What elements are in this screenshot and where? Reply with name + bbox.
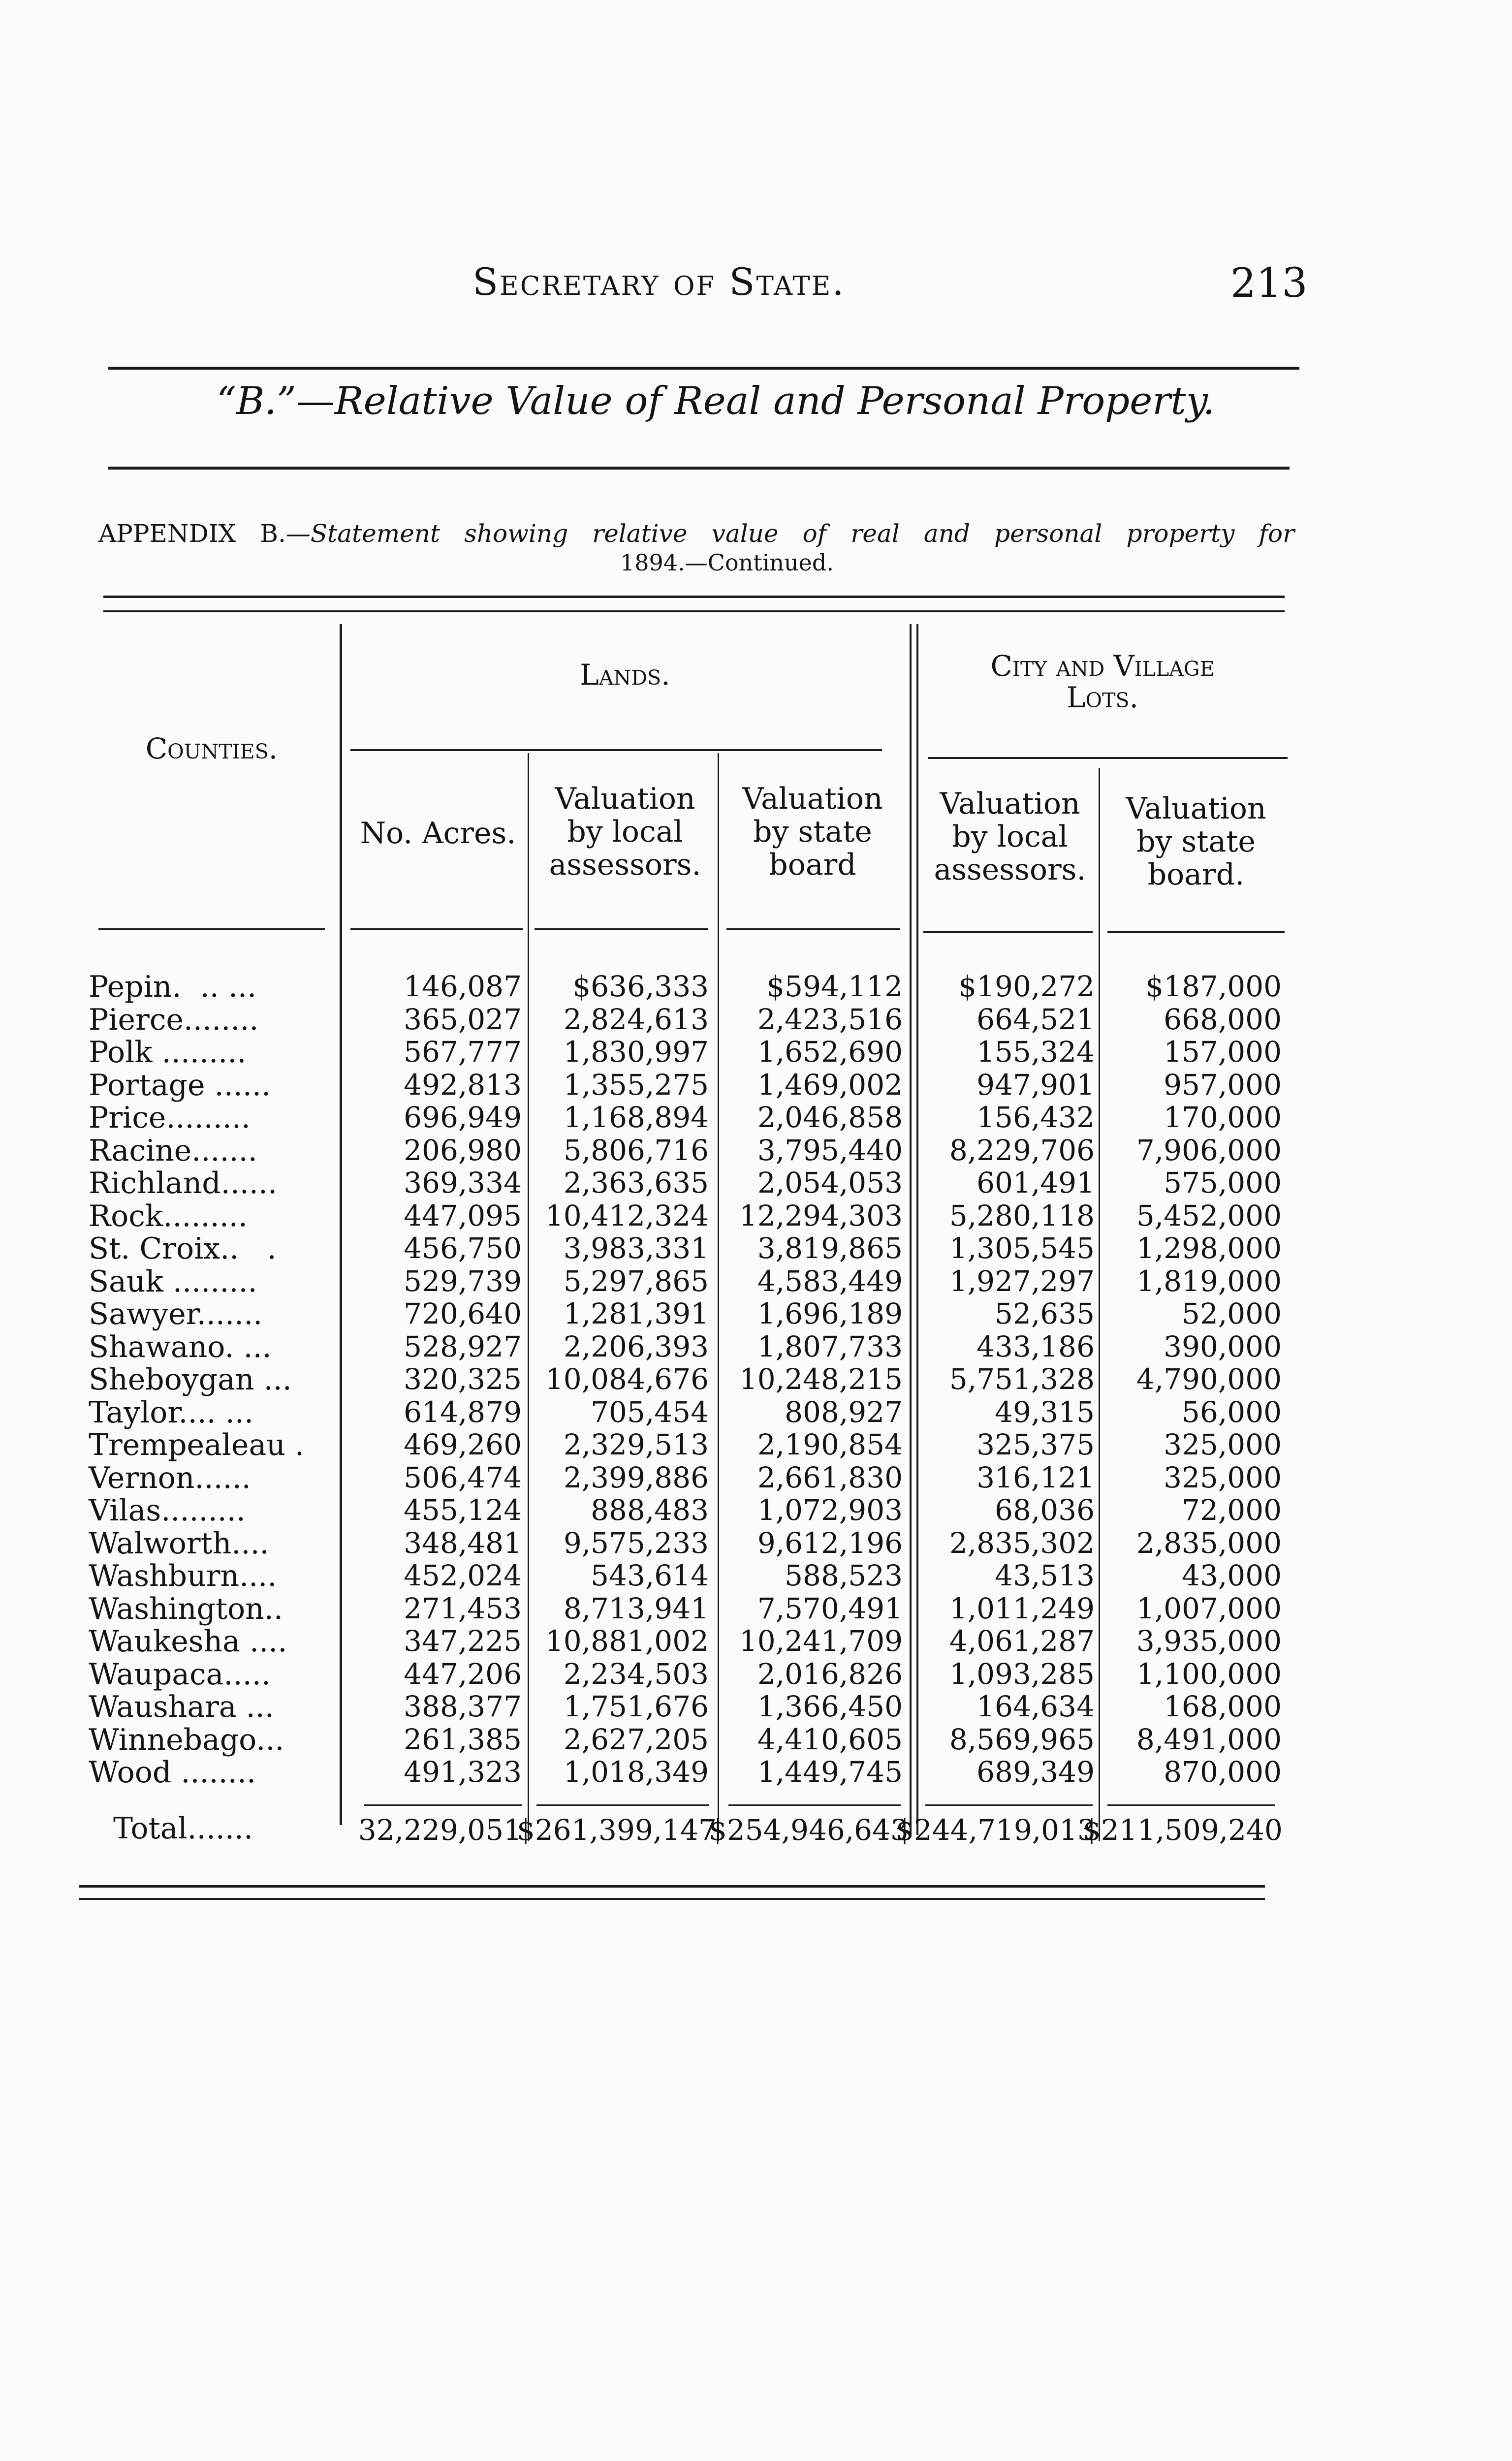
table-bottom-rule-2 [79,1898,1265,1900]
table-top-rule-1 [103,596,1285,598]
total-label: Total....... [113,1811,253,1846]
cell-lots-state: 4,790,000 [1136,1362,1282,1396]
cell-lands-local: 1,355,275 [563,1068,709,1102]
cell-lots-state: 2,835,000 [1136,1526,1282,1560]
header-rule-lands-local [535,928,708,930]
cell-lots-local: 664,521 [976,1003,1095,1036]
header-rule-lots-local [923,931,1093,933]
cell-lands-local: $636,333 [572,970,709,1003]
cell-acres: 452,024 [404,1559,522,1592]
cell-lands-local: 10,412,324 [545,1199,709,1232]
county-name: Price......... [89,1101,251,1135]
county-name: Pepin. .. ... [89,970,257,1004]
col-header-lots-state: Valuation by state board. [1126,791,1266,892]
cell-lots-state: 575,000 [1164,1166,1282,1199]
cell-lands-state: 1,366,450 [757,1690,903,1723]
cell-lands-local: 10,881,002 [545,1624,709,1658]
cell-acres: 206,980 [404,1134,522,1167]
city-underline [928,757,1288,759]
cell-acres: 469,260 [404,1428,522,1461]
cell-lands-state: 4,410,605 [757,1723,903,1756]
cell-lots-local: 433,186 [976,1330,1095,1363]
cell-acres: 456,750 [404,1231,522,1265]
cell-lands-local: 1,830,997 [563,1035,709,1069]
header-rule-lots-state [1107,931,1285,933]
cell-lots-local: 947,901 [976,1068,1095,1102]
cell-lots-local: 68,036 [995,1493,1095,1527]
cell-lands-state: 9,612,196 [757,1526,903,1560]
cell-lots-local: 1,927,297 [949,1264,1095,1298]
cell-acres: 365,027 [404,1003,522,1036]
cell-lots-state: 52,000 [1182,1297,1282,1330]
cell-lands-local: 2,627,205 [563,1723,709,1756]
county-name: Richland...... [89,1166,278,1200]
county-name: Winnebago... [89,1723,284,1757]
cell-acres: 492,813 [404,1068,522,1102]
cell-lands-local: 2,329,513 [563,1428,709,1461]
cell-lands-state: 588,523 [785,1559,903,1592]
col-header-lots-local: Valuation by local assessors. [934,787,1086,887]
county-name: Wood ........ [89,1755,256,1790]
cell-lands-state: 808,927 [785,1395,903,1429]
cell-lots-local: 43,513 [995,1559,1095,1592]
cell-lots-state: $187,000 [1145,970,1282,1003]
cell-lands-state: 2,054,053 [757,1166,903,1199]
cell-acres: 506,474 [404,1461,522,1494]
lands-header: Lands. [580,658,670,692]
cell-lands-state: 12,294,303 [739,1199,903,1232]
cell-acres: 447,095 [404,1199,522,1232]
cell-acres: 347,225 [404,1624,522,1658]
cell-lands-state: 3,795,440 [757,1134,903,1167]
cell-lands-local: 5,297,865 [563,1264,709,1298]
cell-lands-state: 4,583,449 [757,1264,903,1298]
cell-lots-local: 8,229,706 [949,1134,1095,1167]
cell-lands-state: 1,072,903 [757,1493,903,1527]
cell-lots-state: 56,000 [1182,1395,1282,1429]
cell-lots-local: 8,569,965 [949,1723,1095,1756]
county-name: St. Croix.. . [89,1231,277,1266]
cell-lands-local: 2,363,635 [563,1166,709,1199]
column-divider-acres [528,753,529,1841]
cell-lands-local: 543,614 [591,1559,709,1592]
cell-acres: 720,640 [404,1297,522,1330]
cell-lands-local: 2,234,503 [563,1657,709,1691]
cell-acres: 320,325 [404,1362,522,1396]
cell-lands-state: 2,190,854 [757,1428,903,1461]
appendix-caption-line2: 1894.—Continued. [620,549,834,576]
total-rule-acres [364,1804,522,1806]
county-name: Taylor.... ... [89,1395,254,1430]
city-header-line1: City and Village [990,649,1215,683]
cell-lots-local: 601,491 [976,1166,1095,1199]
county-name: Rock......... [89,1199,248,1233]
cell-lands-state: 1,449,745 [757,1755,903,1789]
header-rule-counties [98,928,325,930]
cell-lots-local: 49,315 [995,1395,1095,1429]
column-divider-lots [1099,768,1100,1841]
section-title: “B.”—Relative Value of Real and Personal Property. [217,379,1215,423]
cell-acres: 528,927 [404,1330,522,1363]
cell-lots-local: 4,061,287 [949,1624,1095,1658]
counties-header: Counties. [145,732,278,765]
cell-lots-state: 43,000 [1182,1559,1282,1592]
cell-acres: 567,777 [404,1035,522,1069]
cell-lots-state: 5,452,000 [1136,1199,1282,1232]
cell-lands-local: 5,806,716 [563,1134,709,1167]
county-name: Trempealeau . [89,1428,305,1462]
cell-lands-local: 1,168,894 [563,1101,709,1134]
cell-lots-local: 689,349 [976,1755,1095,1789]
cell-lands-local: 9,575,233 [563,1526,709,1560]
col-header-lands-local: Valuation by local assessors. [549,782,701,883]
cell-lands-state: 10,248,215 [739,1362,903,1396]
title-top-rule [108,367,1299,370]
cell-lands-local: 1,281,391 [563,1297,709,1330]
title-bottom-rule [108,467,1290,470]
county-name: Racine....... [89,1134,257,1168]
table-bottom-rule-1 [79,1885,1265,1888]
cell-lots-state: 7,906,000 [1136,1134,1282,1167]
cell-lands-local: 8,713,941 [563,1592,709,1625]
county-name: Waushara ... [89,1690,274,1724]
cell-acres: 271,453 [404,1592,522,1625]
cell-lands-local: 2,824,613 [563,1003,709,1036]
county-name: Sawyer....... [89,1297,263,1331]
city-header-line2: Lots. [1067,680,1138,714]
total-lots-state: $211,509,240 [1083,1813,1283,1847]
appendix-caption-text: —Statement showing relative value of real and personal property for [285,519,1294,548]
cell-lands-local: 888,483 [591,1493,709,1527]
total-lots-local: $244,719,013 [896,1813,1096,1847]
cell-lands-local: 1,018,349 [563,1755,709,1789]
county-name: Pierce........ [89,1003,259,1037]
cell-lots-state: 8,491,000 [1136,1723,1282,1756]
cell-lots-local: 325,375 [976,1428,1095,1461]
cell-lands-local: 2,399,886 [563,1461,709,1494]
cell-lots-state: 170,000 [1164,1101,1282,1134]
cell-lands-state: 1,652,690 [757,1035,903,1069]
cell-lots-state: 390,000 [1164,1330,1282,1363]
cell-lands-state: 1,807,733 [757,1330,903,1363]
cell-acres: 455,124 [404,1493,522,1527]
cell-lots-local: 155,324 [976,1035,1095,1069]
cell-lots-state: 325,000 [1164,1461,1282,1494]
cell-lots-state: 668,000 [1164,1003,1282,1036]
cell-lots-state: 157,000 [1164,1035,1282,1069]
cell-acres: 348,481 [404,1526,522,1560]
cell-lots-local: 316,121 [976,1461,1095,1494]
cell-lots-local: 5,751,328 [949,1362,1095,1396]
cell-lands-local: 2,206,393 [563,1330,709,1363]
cell-lots-local: 5,280,118 [949,1199,1095,1232]
county-name: Shawano. ... [89,1330,272,1364]
cell-lots-local: 164,634 [976,1690,1095,1723]
total-rule-lots-local [925,1804,1093,1806]
cell-lands-local: 705,454 [591,1395,709,1429]
table-top-rule-2 [103,610,1285,612]
cell-lots-state: 1,007,000 [1136,1592,1282,1625]
cell-acres: 261,385 [404,1723,522,1756]
cell-lands-state: 10,241,709 [739,1624,903,1658]
county-name: Sauk ......... [89,1264,257,1299]
cell-acres: 696,949 [404,1101,522,1134]
cell-lands-state: 1,696,189 [757,1297,903,1330]
cell-lands-state: 2,423,516 [757,1003,903,1036]
county-name: Walworth.... [89,1526,269,1561]
column-divider-lands [718,753,719,1841]
cell-acres: 491,323 [404,1755,522,1789]
cell-lots-state: 1,819,000 [1136,1264,1282,1298]
cell-lands-state: 2,046,858 [757,1101,903,1134]
cell-lands-state: 7,570,491 [757,1592,903,1625]
cell-lots-local: 1,305,545 [949,1231,1095,1265]
cell-lots-local: 156,432 [976,1101,1095,1134]
county-name: Vernon...... [89,1461,251,1495]
total-lands-local: $261,399,147 [517,1813,717,1847]
city-village-lots-header [920,651,1285,714]
column-divider-city-1 [910,624,912,1835]
cell-lots-state: 1,298,000 [1136,1231,1282,1265]
county-name: Washington.. [89,1592,283,1626]
county-name: Vilas......... [89,1493,246,1528]
cell-acres: 388,377 [404,1690,522,1723]
lands-underline [350,749,882,751]
running-head: Secretary of State. [472,260,846,304]
county-name: Washburn.... [89,1559,277,1593]
county-name: Portage ...... [89,1068,271,1103]
cell-acres: 529,739 [404,1264,522,1298]
cell-lots-local: 1,011,249 [949,1592,1095,1625]
page-number: 213 [1230,260,1308,307]
cell-lots-local: 52,635 [995,1297,1095,1330]
cell-lots-state: 325,000 [1164,1428,1282,1461]
total-rule-lots-state [1107,1804,1275,1806]
total-rule-lands-local [536,1804,709,1806]
county-name: Waupaca..... [89,1657,271,1692]
cell-lands-state: 3,819,865 [757,1231,903,1265]
cell-lands-state: $594,112 [766,970,903,1003]
total-rule-lands-state [728,1804,901,1806]
cell-lands-state: 2,661,830 [757,1461,903,1494]
cell-lots-local: 1,093,285 [949,1657,1095,1691]
cell-lands-state: 2,016,826 [757,1657,903,1691]
cell-lots-state: 870,000 [1164,1755,1282,1789]
cell-lands-local: 10,084,676 [545,1362,709,1396]
cell-lands-state: 1,469,002 [757,1068,903,1102]
cell-lands-local: 1,751,676 [563,1690,709,1723]
cell-acres: 614,879 [404,1395,522,1429]
cell-acres: 369,334 [404,1166,522,1199]
cell-lots-state: 72,000 [1182,1493,1282,1527]
total-lands-state: $254,946,643 [709,1813,909,1847]
column-divider-counties [340,624,342,1825]
appendix-caption [98,519,1294,548]
col-header-lands-state: Valuation by state board [742,782,883,883]
cell-acres: 146,087 [404,970,522,1003]
header-rule-lands-state [726,928,900,930]
cell-lots-state: 168,000 [1164,1690,1282,1723]
cell-lots-local: 2,835,302 [949,1526,1095,1560]
cell-lots-state: 3,935,000 [1136,1624,1282,1658]
cell-lands-local: 3,983,331 [563,1231,709,1265]
col-header-acres: No. Acres. [360,816,516,851]
county-name: Waukesha .... [89,1624,287,1659]
cell-lots-local: $190,272 [958,970,1095,1003]
county-name: Sheboygan ... [89,1362,292,1397]
total-acres: 32,229,051 [358,1813,522,1847]
cell-acres: 447,206 [404,1657,522,1691]
cell-lots-state: 1,100,000 [1136,1657,1282,1691]
cell-lots-state: 957,000 [1164,1068,1282,1102]
header-rule-acres [350,928,523,930]
county-name: Polk ......... [89,1035,247,1070]
appendix-label: APPENDIX B. [98,519,286,548]
